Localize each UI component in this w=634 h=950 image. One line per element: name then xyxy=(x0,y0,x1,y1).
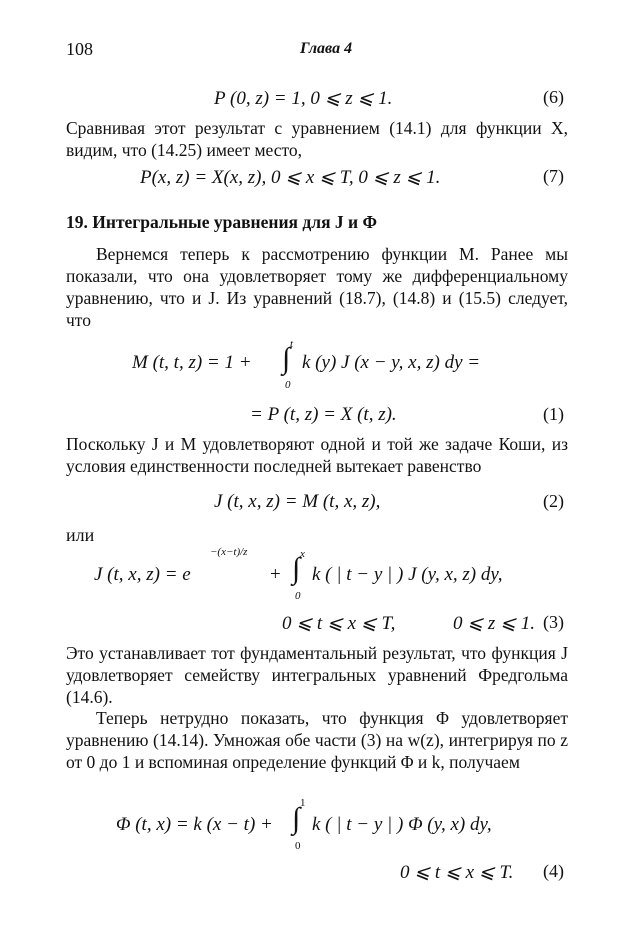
equation-3-number: (3) xyxy=(543,612,564,632)
equation-4-number: (4) xyxy=(543,861,564,881)
equation-3-plus: + xyxy=(270,564,281,585)
equation-1-lower-limit: 0 xyxy=(285,379,291,391)
equation-6-number: (6) xyxy=(543,87,564,107)
equation-1-integrand: k (y) J (x − y, x, z) dy = xyxy=(302,352,481,373)
equation-3-condition-2: 0 ⩽ z ⩽ 1. xyxy=(453,613,535,634)
integral-sign: ∫ xyxy=(292,802,301,835)
equation-3-condition-1: 0 ⩽ t ⩽ x ⩽ T, xyxy=(282,613,396,634)
equation-4-upper-limit: 1 xyxy=(300,797,306,809)
equation-3-lower-limit: 0 xyxy=(295,590,301,602)
equation-2: J (t, x, z) = M (t, x, z), xyxy=(214,491,381,512)
equation-1-upper-limit: t xyxy=(290,338,294,350)
equation-3-lhs: J (t, x, z) = e xyxy=(94,564,191,585)
equation-1-lhs: M (t, t, z) = 1 + xyxy=(132,352,252,373)
equation-3-integrand: k ( | t − y | ) J (y, x, z) dy, xyxy=(312,564,503,585)
equation-4-condition: 0 ⩽ t ⩽ x ⩽ T. xyxy=(400,862,514,883)
paragraph-3: Поскольку J и M удовлетворяют одной и той же задаче Коши, из условия единственности последней вытекает равенство xyxy=(66,434,568,476)
integral-sign: ∫ xyxy=(292,552,301,585)
integral-sign: ∫ xyxy=(282,342,291,375)
equation-6: P (0, z) = 1, 0 ⩽ z ⩽ 1. xyxy=(214,88,393,109)
equation-4-integrand: k ( | t − y | ) Φ (y, x) dy, xyxy=(312,814,492,835)
equation-1-number: (1) xyxy=(543,404,564,424)
section-heading: 19. Интегральные уравнения для J и Φ xyxy=(66,212,378,232)
equation-1-line2: = P (t, z) = X (t, z). xyxy=(250,404,397,425)
equation-3-exponent: −(x−t)/z xyxy=(210,546,248,558)
equation-3-upper-limit: x xyxy=(300,548,305,560)
equation-7-number: (7) xyxy=(543,166,564,186)
equation-2-number: (2) xyxy=(543,491,564,511)
paragraph-5: Теперь нетрудно показать, что функция Φ удовлетворяет уравнению (14.14). Умножая обе части (3) на w(z), интегрируя по z от 0 до 1 и вспоминая определение функций Φ и k, получаем xyxy=(66,708,568,772)
running-head: Глава 4 xyxy=(300,40,353,57)
equation-4-lower-limit: 0 xyxy=(295,840,301,852)
paragraph-1: Сравнивая этот результат с уравнением (14.1) для функции X, видим, что (14.25) имеет место, xyxy=(66,118,568,160)
page-number: 108 xyxy=(66,39,93,59)
paragraph-2: Вернемся теперь к рассмотрению функции M. Ранее мы показали, что она удовлетворяет тому же дифференциальному уравнению, что и J. Из уравнений (18.7), (14.8) и (15.5) следует, что xyxy=(66,244,568,330)
equation-7: P(x, z) = X(x, z), 0 ⩽ x ⩽ T, 0 ⩽ z ⩽ 1. xyxy=(140,167,441,188)
equation-4-lhs: Φ (t, x) = k (x − t) + xyxy=(116,814,273,835)
paragraph-4: Это устанавливает тот фундаментальный результат, что функция J удовлетворяет семейству интегральных уравнений Фредгольма (14.6). xyxy=(66,643,568,707)
or-word: или xyxy=(66,525,95,545)
